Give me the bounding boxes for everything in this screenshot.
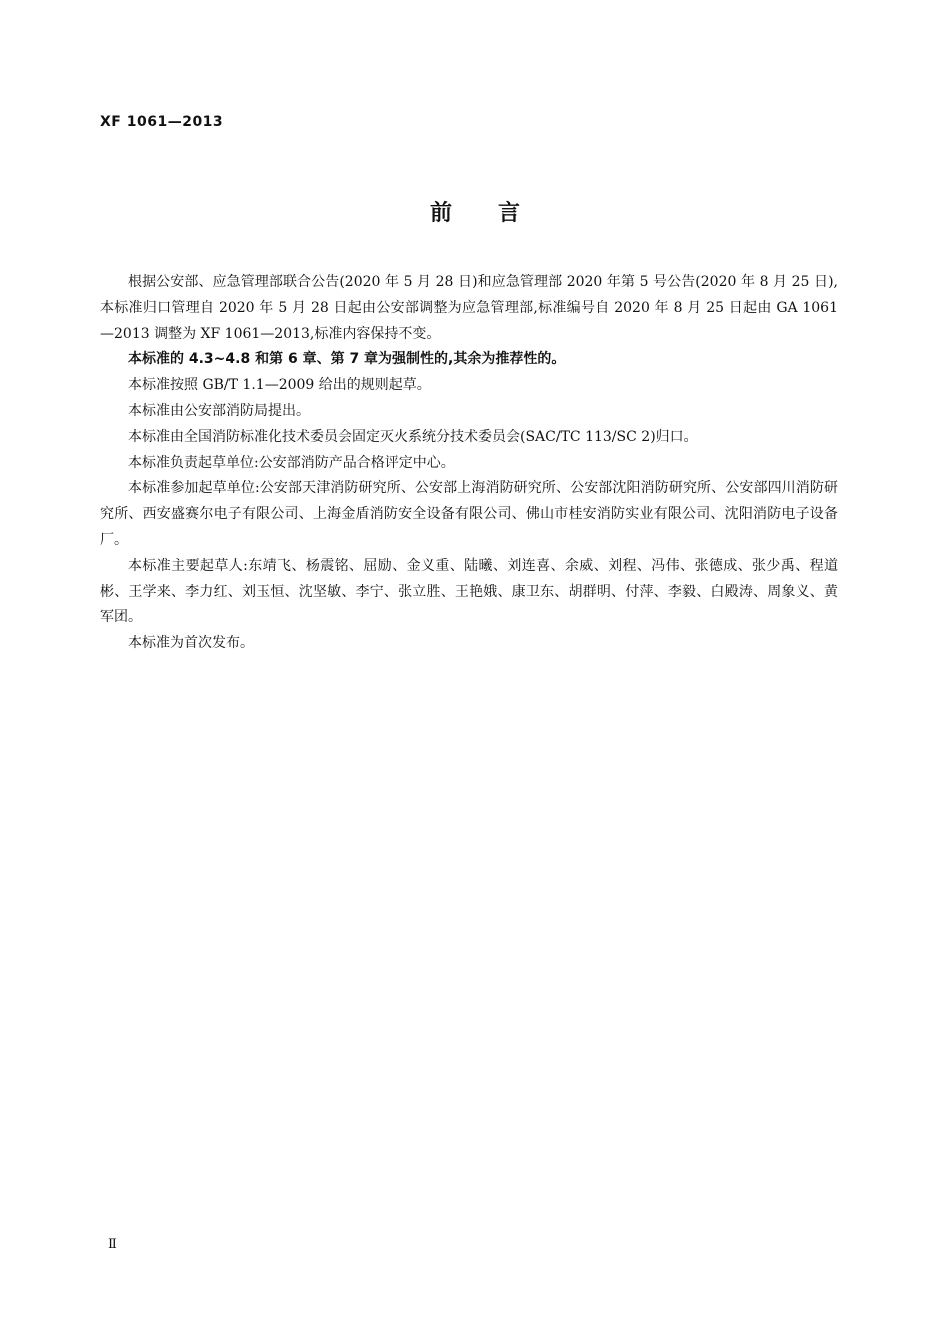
paragraph-main-drafters: 本标准主要起草人:东靖飞、杨震铭、屈励、金义重、陆曦、刘连喜、余威、刘程、冯伟、张德成、张少禹、程道彬、王学来、李力红、刘玉恒、沈坚敏、李宁、张立胜、王艳娥、康卫东、胡群明、付萍、李毅、白殿涛、周象义、黄军团。 bbox=[100, 557, 838, 626]
standard-code: XF 1061—2013 bbox=[100, 114, 224, 130]
paragraph-lead-drafter: 本标准负责起草单位:公安部消防产品合格评定中心。 bbox=[128, 454, 455, 471]
paragraph-proposer: 本标准由公安部消防局提出。 bbox=[128, 402, 310, 419]
paragraph-first-release: 本标准为首次发布。 bbox=[128, 635, 254, 652]
preface-body bbox=[100, 270, 838, 657]
paragraph-mandatory-clauses: 本标准的 4.3~4.8 和第 6 章、第 7 章为强制性的,其余为推荐性的。 bbox=[128, 351, 566, 368]
paragraph-announcement: 根据公安部、应急管理部联合公告(2020 年 5 月 28 日)和应急管理部 2020 年第 5 号公告(2020 年 8 月 25 日),本标准归口管理自 2020 年 5 月 28 日起由公安部调整为应急管理部,标准编号自 2020 年 8 月 25 日起由 GA 1061—2013 调整为 XF 1061—2013,标准内容保持不变。 bbox=[100, 274, 838, 342]
page-number: Ⅱ bbox=[108, 1237, 117, 1252]
page-title: 前言 bbox=[429, 201, 566, 226]
paragraph-participating-drafters: 本标准参加起草单位:公安部天津消防研究所、公安部上海消防研究所、公安部沈阳消防研究所、公安部四川消防研究所、西安盛赛尔电子有限公司、上海金盾消防安全设备有限公司、佛山市桂安消防实业有限公司、沈阳消防电子设备厂。 bbox=[100, 480, 838, 548]
paragraph-committee: 本标准由全国消防标准化技术委员会固定灭火系统分技术委员会(SAC/TC 113/SC 2)归口。 bbox=[128, 428, 698, 445]
paragraph-drafting-rules: 本标准按照 GB/T 1.1—2009 给出的规则起草。 bbox=[128, 377, 431, 394]
